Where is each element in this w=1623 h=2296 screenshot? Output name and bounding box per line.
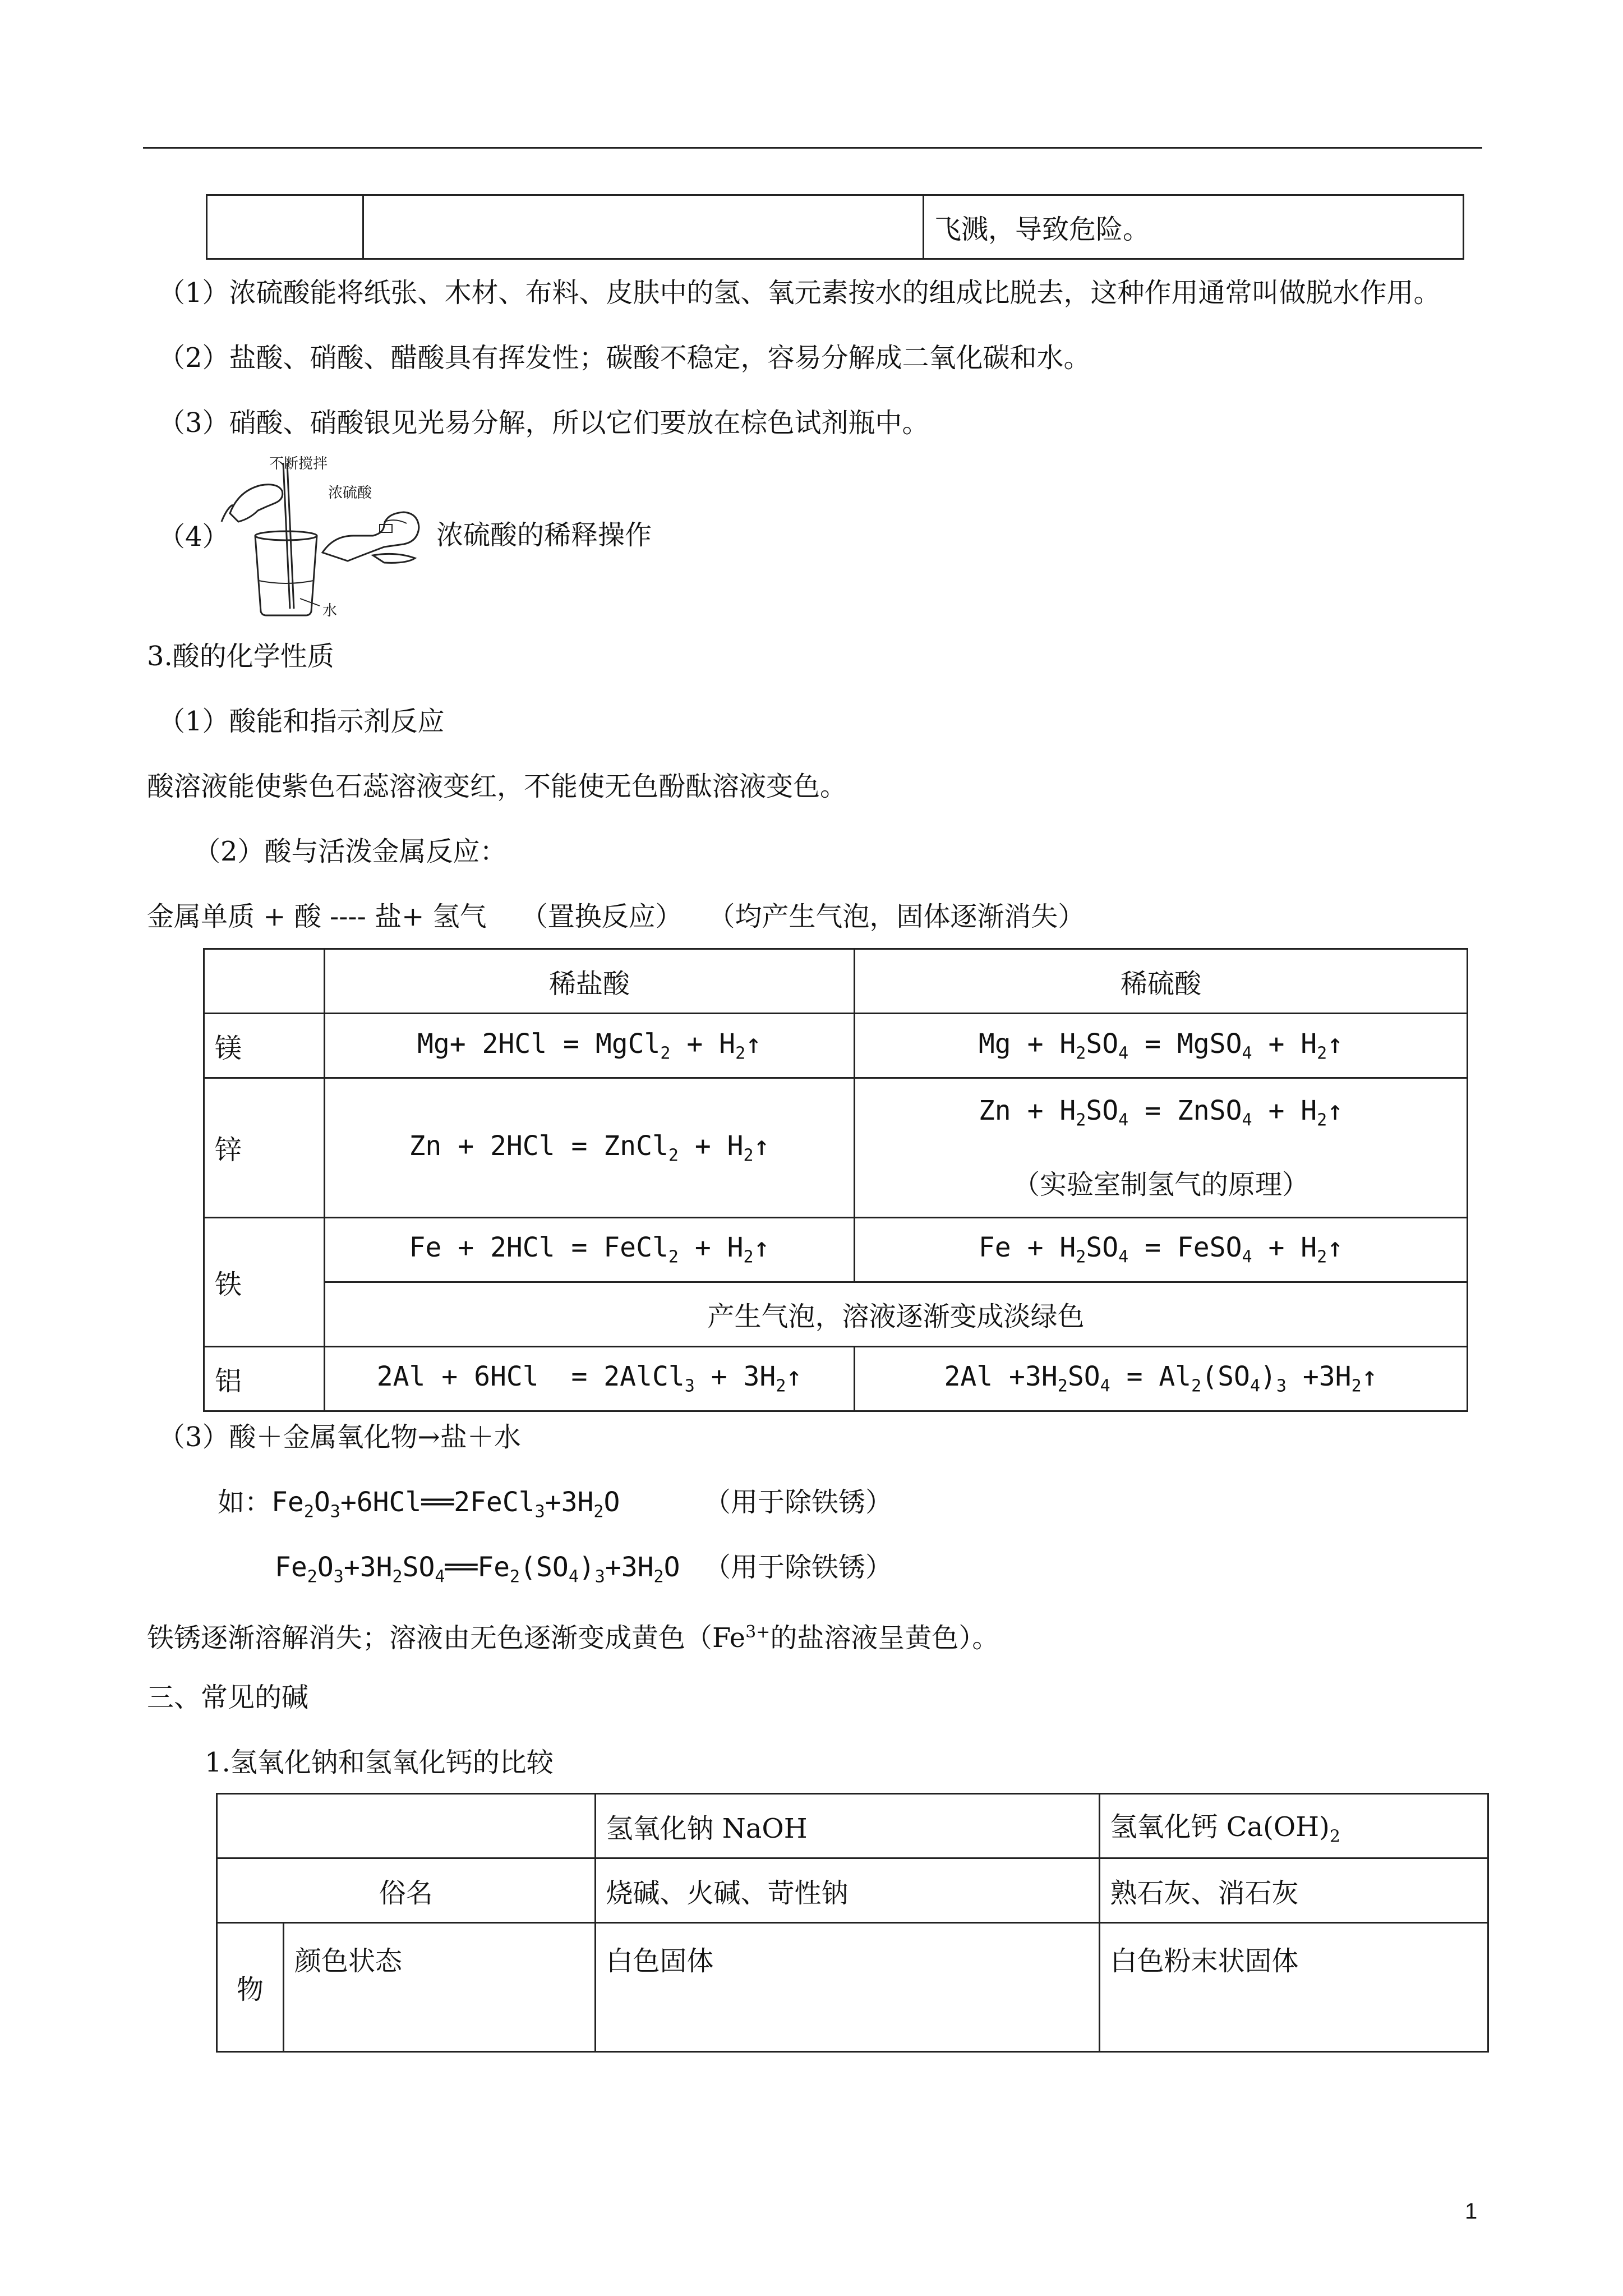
eq-mg-h2so4: $Mg + H_2SO_4$ = MgSO$_4$ + $H_2↑$ <box>855 1014 1468 1078</box>
note-4-prefix: （4） <box>158 521 229 553</box>
eq-zn-h2so4: $Zn + H_2SO_4$ = ZnSO$_4$ + $H_2↑$ <box>978 1095 1344 1130</box>
metal-name-zn: 锌 <box>204 1078 325 1218</box>
page-number: 1 <box>1465 2199 1478 2224</box>
fe-observation: 产生气泡，溶液逐渐变成淡绿色 <box>325 1282 1468 1346</box>
header-naoh: 氢氧化钠 NaOH <box>595 1794 1099 1858</box>
zn-lab-note: （实验室制氢气的原理） <box>1012 1168 1309 1200</box>
top-table-cell-1 <box>207 195 363 259</box>
base-comparison-table <box>216 1793 1489 2053</box>
figure-label-water: 水 <box>322 602 338 619</box>
eq-al-h2so4: $2Al +3H_2SO_4 = Al_2(SO_4)_3$ $+3H_2↑$ <box>855 1346 1468 1411</box>
rust-equation-2: $Fe_2O_3+3H_2SO_4══Fe_2(SO_4)_3+3H_2O$ <box>275 1552 680 1587</box>
row-common-name-label: 俗名 <box>217 1858 596 1923</box>
rust-equation-1-note: （用于除铁锈） <box>704 1487 893 1518</box>
figure-label-stir: 不断搅拌 <box>269 455 328 472</box>
eq-zn-hcl: Zn + 2HCl = ZnCl$_2$ + $H_2↑$ <box>325 1078 855 1218</box>
eq-fe-h2so4: $Fe + H_2SO_4$ = FeSO$_4$ + $H_2↑$ <box>855 1217 1468 1282</box>
rust-equation-1 <box>218 1484 620 1530</box>
note-4-caption: 浓硫酸的稀释操作 <box>436 519 652 551</box>
note-3: （3）硝酸、硝酸银见光易分解，所以它们要放在棕色试剂瓶中。 <box>158 407 929 439</box>
eq1-prefix: 如： <box>218 1487 272 1518</box>
naoh-color-state: 白色固体 <box>595 1923 1099 2052</box>
section-3-1-title: （1）酸能和指示剂反应 <box>158 706 445 737</box>
section-3-2-formula: 金属单质 + 酸 ---- 盐+ 氢气 （置换反应） （均产生气泡，固体逐渐消失） <box>147 901 1085 932</box>
section-base-title: 三、常见的碱 <box>147 1682 309 1713</box>
metal-name-mg: 镁 <box>204 1014 325 1078</box>
eq-mg-hcl: Mg+ 2HCl = MgCl$_2$ + $H_2↑$ <box>325 1014 855 1078</box>
section-3-1-text: 酸溶液能使紫色石蕊溶液变红，不能使无色酚酞溶液变色。 <box>147 771 847 802</box>
row-group-physical: 物 <box>217 1923 284 2052</box>
rust-equation-2-note: （用于除铁锈） <box>704 1552 893 1583</box>
eq1-formula: $Fe_2O_3+6HCl══2FeCl_3+3H_2O$ <box>271 1487 620 1522</box>
header-dilute-hcl: 稀盐酸 <box>325 949 855 1014</box>
naoh-common-names: 烧碱、火碱、苛性钠 <box>595 1858 1099 1923</box>
metal-acid-table <box>203 948 1468 1412</box>
metal-name-fe: 铁 <box>204 1217 325 1346</box>
top-continuation-table <box>206 194 1464 260</box>
eq-zn-h2so4-cell <box>855 1078 1468 1218</box>
rust-conclusion <box>147 1614 999 1656</box>
section-3-2-title: （2）酸与活泼金属反应： <box>193 836 507 867</box>
figure-label-acid: 浓硫酸 <box>328 485 372 501</box>
row-color-state-label: 颜色状态 <box>284 1923 596 2052</box>
base-header-blank <box>217 1794 596 1858</box>
section-3-3-title: （3）酸＋金属氧化物→盐＋水 <box>158 1421 521 1453</box>
metal-name-al: 铝 <box>204 1346 325 1411</box>
header-caoh2: 氢氧化钙 $Ca(OH)_2$ <box>1099 1794 1488 1858</box>
metal-header-blank <box>204 949 325 1014</box>
fe3-charge: 3+ <box>745 1622 771 1642</box>
caoh2-color-state: 白色粉末状固体 <box>1099 1923 1488 2052</box>
header-rule <box>143 147 1482 149</box>
eq-al-hcl: 2Al + 6HCl = 2AlCl$_3$ + $3H_2↑$ <box>325 1346 855 1411</box>
top-table-cell-3: 飞溅，导致危险。 <box>924 195 1464 259</box>
sulfuric-acid-dilution-figure <box>216 452 423 620</box>
section-base-subtitle: 1.氢氧化钠和氢氧化钙的比较 <box>205 1747 554 1778</box>
header-dilute-h2so4: 稀硫酸 <box>855 949 1468 1014</box>
rust-conclusion-b: 的盐溶液呈黄色）。 <box>770 1622 999 1654</box>
rust-conclusion-a: 铁锈逐渐溶解消失；溶液由无色逐渐变成黄色（Fe <box>147 1622 746 1654</box>
note-2: （2）盐酸、硝酸、醋酸具有挥发性；碳酸不稳定，容易分解成二氧化碳和水。 <box>158 342 1091 374</box>
caoh2-common-names: 熟石灰、消石灰 <box>1099 1858 1488 1923</box>
eq-fe-hcl: Fe + 2HCl = FeCl$_2$ + $H_2↑$ <box>325 1217 855 1282</box>
section-3-title: 3.酸的化学性质 <box>147 641 334 672</box>
note-1: （1）浓硫酸能将纸张、木材、布料、皮肤中的氢、氧元素按水的组成比脱去，这种作用通常叫做脱水作用。 <box>158 277 1441 309</box>
top-table-cell-2 <box>363 195 924 259</box>
